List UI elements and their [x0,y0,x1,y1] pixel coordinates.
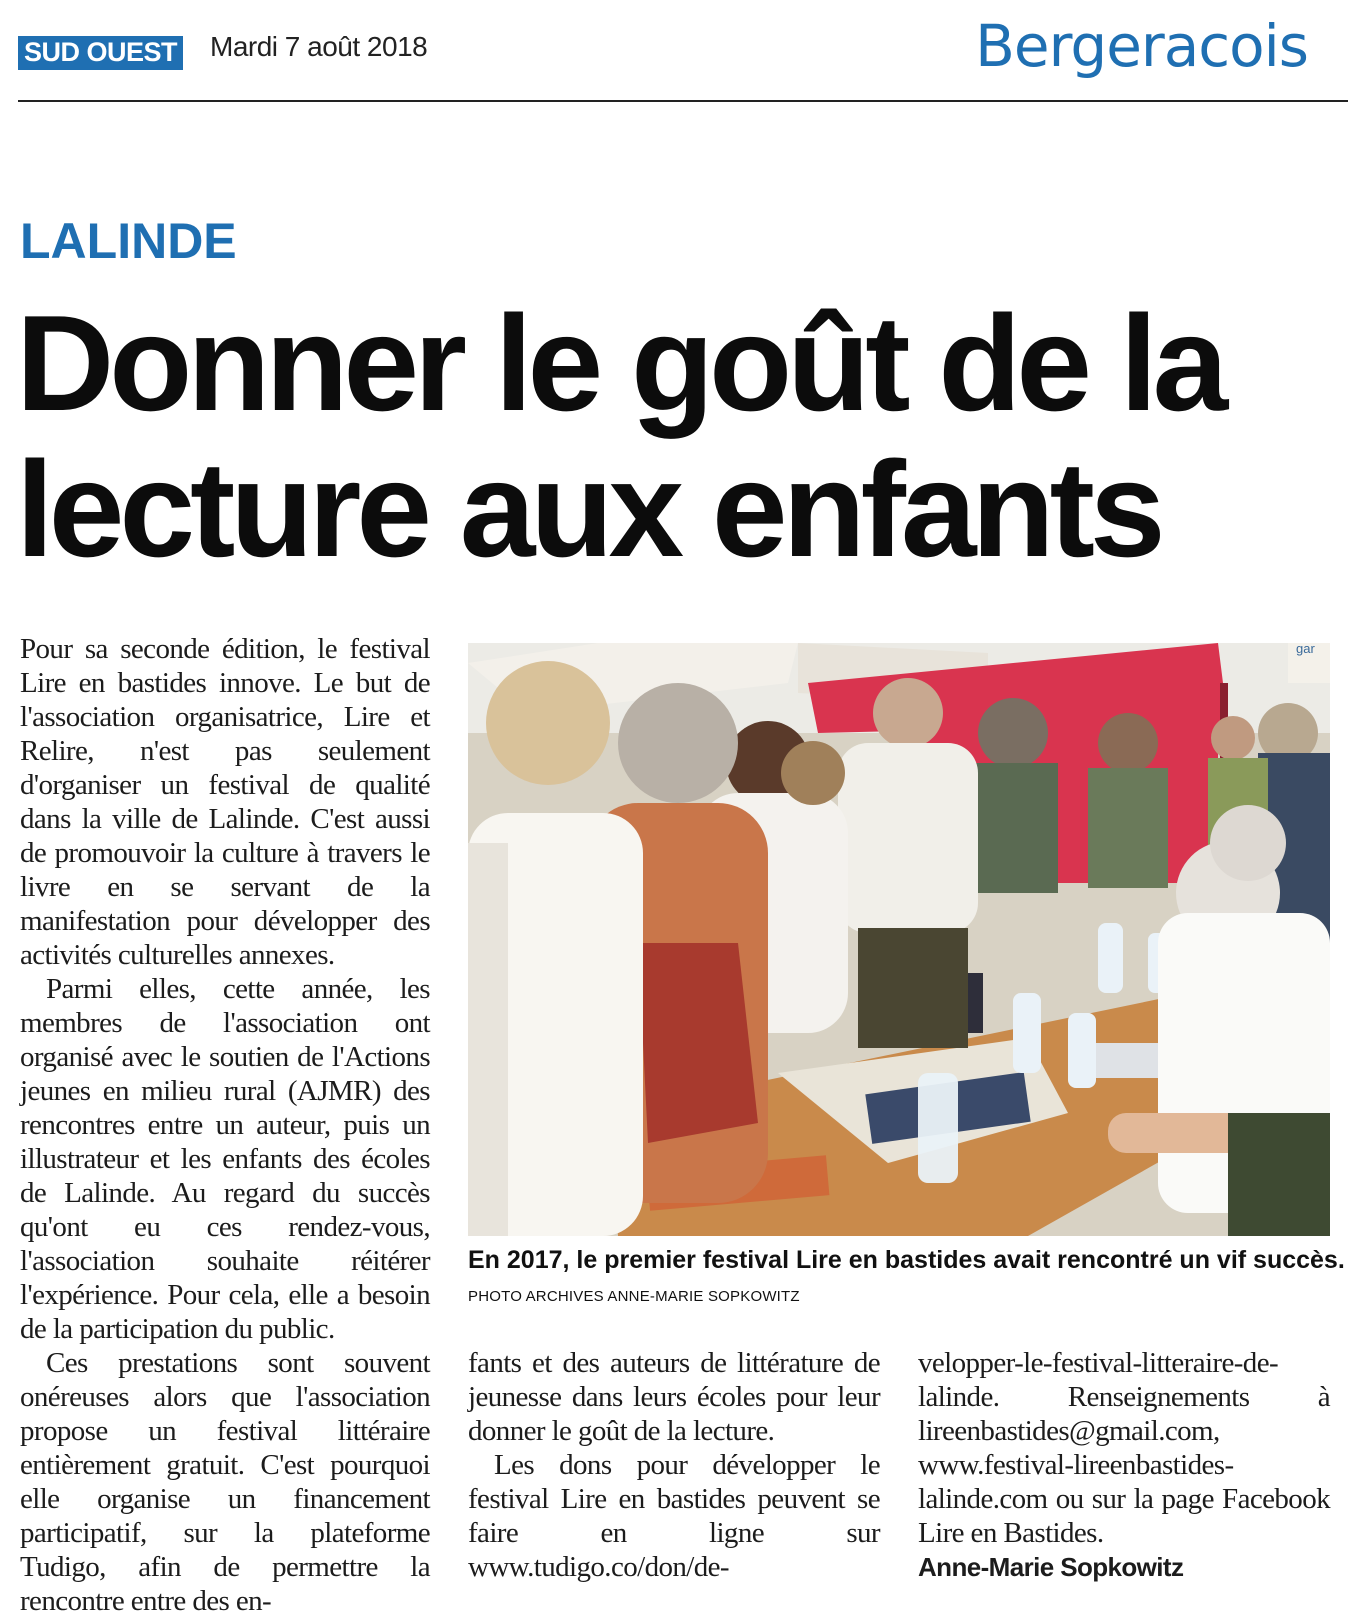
photo-illustration [468,643,1330,1236]
article-photo [468,643,1330,1236]
article-column-1 [20,632,430,1618]
article-column-2 [468,1346,880,1584]
headline-line-1: Donner le goût de la [16,287,1224,439]
article-kicker: LALINDE [20,213,237,269]
photo-caption [468,1244,1348,1313]
paragraph: fants et des auteurs de littérature de jeunesse dans leurs écoles pour leur donner le goût de la lecture. [468,1347,880,1447]
publication-date: Mardi 7 août 2018 [210,31,428,62]
paragraph: velopper-le-festival-litteraire-de-lalinde. Renseignements à lireenbastides@gmail.com, www.festival-lireenbastides-lalinde.com ou sur la page Facebook Lire en Bastides. [918,1347,1330,1549]
paragraph: Ces prestations sont souvent onéreuses alors que l'association propose un festival littéraire entièrement gratuit. C'est pourquoi elle organise un financement participatif, sur la plateforme Tudigo, afin de permettre la rencontre entre des en- [20,1347,430,1617]
section-title: Bergeracois [975,12,1308,80]
paragraph: Parmi elles, cette année, les membres de l'association ont organisé avec le soutien de l'Actions jeunes en milieu rural (AJMR) des rencontres entre un auteur, puis un illustrateur et les enfants des écoles de Lalinde. Au regard du succès qu'ont eu ces rendez-vous, l'association souhaite réitérer l'expérience. Pour cela, elle a besoin de la participation du public. [20,973,430,1345]
photo-credit: PHOTO ARCHIVES ANNE-MARIE SOPKOWITZ [468,1288,800,1305]
photo-sign-text: gar [1296,643,1315,656]
brand-logo: SUD OUEST [18,36,183,70]
author-byline: Anne-Marie Sopkowitz [918,1552,1184,1582]
paragraph: Les dons pour développer le festival Lire en bastides peuvent se faire en ligne sur www.tudigo.co/don/de- [468,1449,880,1583]
article-column-3 [918,1346,1330,1584]
article-headline [16,287,1346,585]
headline-line-2: lecture aux enfants [16,433,1161,585]
caption-text: En 2017, le premier festival Lire en bastides avait rencontré un vif succès. [468,1246,1345,1274]
masthead [18,12,1348,102]
paragraph: Pour sa seconde édition, le festival Lire en bastides innove. Le but de l'association organisatrice, Lire et Relire, n'est pas seulement d'organiser un festival de qualité dans la ville de Lalinde. C'est aussi de promouvoir la culture à travers le livre en se servant de la manifestation pour développer des activités culturelles annexes. [20,633,430,971]
